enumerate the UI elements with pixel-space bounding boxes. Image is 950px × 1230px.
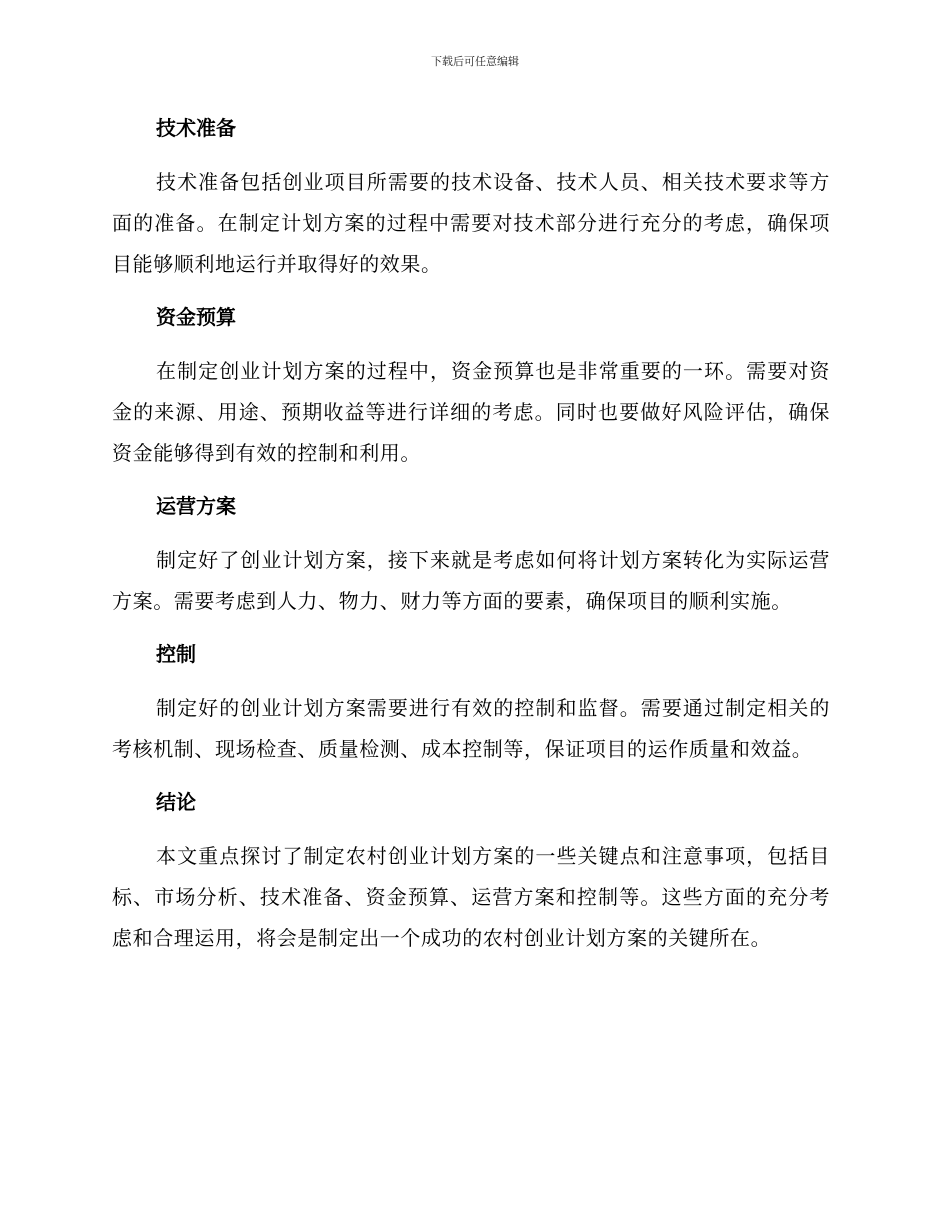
section-title: 资金预算: [156, 305, 236, 329]
section-operations-plan: [112, 486, 830, 622]
section-paragraph: 制定好的创业计划方案需要进行有效的控制和监督。需要通过制定相关的考核机制、现场检查、质量检测、成本控制等，保证项目的运作质量和效益。: [112, 696, 830, 761]
section-paragraph: 技术准备包括创业项目所需要的技术设备、技术人员、相关技术要求等方面的准备。在制定计划方案的过程中需要对技术部分进行充分的考虑，确保项目能够顺利地运行并取得好的效果。: [112, 170, 830, 276]
section-title: 控制: [156, 642, 196, 666]
section-paragraph: 本文重点探讨了制定农村创业计划方案的一些关键点和注意事项，包括目标、市场分析、技术准备、资金预算、运营方案和控制等。这些方面的充分考虑和合理运用，将会是制定出一个成功的农村创业计划方案的关键所在。: [112, 844, 830, 950]
section-technical-preparation: [112, 108, 830, 285]
document-content: [112, 108, 830, 971]
section-title: 技术准备: [156, 116, 236, 140]
section-control: [112, 634, 830, 770]
page-header: 下载后可任意编辑: [431, 55, 519, 68]
section-budget: [112, 297, 830, 474]
section-paragraph: 在制定创业计划方案的过程中，资金预算也是非常重要的一环。需要对资金的来源、用途、预期收益等进行详细的考虑。同时也要做好风险评估，确保资金能够得到有效的控制和利用。: [112, 359, 830, 465]
section-title: 结论: [156, 790, 196, 814]
section-title: 运营方案: [156, 494, 236, 518]
section-conclusion: [112, 782, 830, 959]
section-paragraph: 制定好了创业计划方案，接下来就是考虑如何将计划方案转化为实际运营方案。需要考虑到人力、物力、财力等方面的要素，确保项目的顺利实施。: [112, 548, 830, 613]
